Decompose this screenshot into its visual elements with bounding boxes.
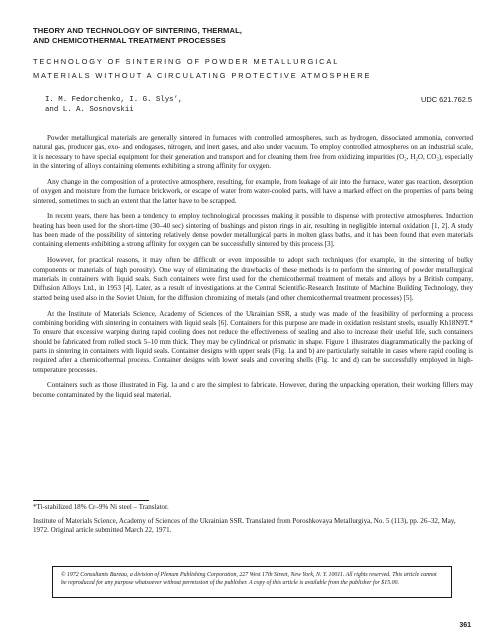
copyright-notice: © 1972 Consultants Bureau, a division of Plenum Publishing Corporation, 227 West 17th Street, New York, N. Y. 10011. All rights reserved. This article cannot be reproduced for any purpose whatsoever without permission of the publisher. A copy of this article is available from the publisher for $15.00.	[52, 566, 452, 598]
author-list	[45, 95, 345, 115]
section-heading-line-2: AND CHEMICOTHERMAL TREATMENT PROCESSES	[33, 36, 226, 45]
body-paragraph-6: Containers such as those illustrated in Fig. 1a and c are the simplest to fabricate. However, during the unpacking operation, their working fillers may become contaminated by the liquid seal material.	[33, 381, 473, 399]
article-title-line-1: TECHNOLOGY OF SINTERING OF POWDER METALLURGICAL	[33, 57, 340, 66]
footnote: *Ti-stabilized 18% Cr–9% Ni steel – Translator.	[33, 503, 169, 511]
footnote-divider	[33, 500, 149, 501]
affiliation-note: Institute of Materials Science, Academy of Sciences of the Ukrainian SSR. Translated from Poroshkovaya Metallurgiya, No. 5 (113), pp. 26–32, May, 1972. Original article submitted March 22, 1971.	[33, 517, 456, 535]
body-paragraph-4: However, for practical reasons, it may often be difficult or even impossible to adopt such techniques (for example, in the sintering of bulky components or materials of high porosity). One way of eliminating the drawbacks of these methods is to perform the sintering of powder metallurgical materials in containers with liquid seals. Such containers were first used for the chemicothermal treatment of metals and alloys by a British company, Diffusion Alloys Ltd., in 1953 [4]. Later, as a result of investigations at the Central Scientific-Research Institute of Machine Building Technology, they started being used also in the Soviet Union, for the diffusion chromizing of metals (and other chemicothermal treatment processes) [5].	[33, 256, 473, 302]
article-title	[33, 55, 473, 83]
body-paragraph-1: Powder metallurgical materials are generally sintered in furnaces with controlled atmospheres, such as hydrogen, dissociated ammonia, converted natural gas, producer gas, exo- and endogases, nitrogen, and inert gases, and also under vacuum. To employ controlled atmospheres on an industrial scale, it is necessary to have special equipment for their generation and transport and for cleaning them free from oxidizing impurities (O₂, H₂O, CO₂), especially in the sintering of alloys containing elements exhibiting a strong affinity for oxygen.	[33, 134, 473, 171]
article-body	[33, 134, 473, 407]
body-paragraph-2: Any change in the composition of a protective atmosphere, resulting, for example, from leakage of air into the furnace, water gas reaction, desorption of oxygen and moisture from the furnace brickwork, or escape of water from water-cooled parts, will have a marked effect on the properties of parts being sintered, sometimes to such an extent that the latter have to be scrapped.	[33, 177, 473, 205]
section-heading	[33, 26, 473, 46]
section-heading-line-1: THEORY AND TECHNOLOGY OF SINTERING, THERMAL,	[33, 26, 243, 35]
authors-line-2: and L. A. Sosnovskii	[45, 106, 134, 114]
authors-line-1: I. M. Fedorchenko, I. G. Slys’,	[45, 96, 183, 104]
udc-code: UDC 621.762.5	[421, 95, 472, 104]
article-title-line-2: MATERIALS WITHOUT A CIRCULATING PROTECTIVE ATMOSPHERE	[33, 71, 372, 80]
body-paragraph-5: At the Institute of Materials Science, Academy of Sciences of the Ukrainian SSR, a study was made of the feasibility of performing a process combining boriding with sintering in containers with liquid seals [6]. Containers for this purpose are made in oxidation resistant steels, usually Kh18N9T.* To ensure that excessive warping during rapid cooling does not reduce the effectiveness of sealing and also to increase their useful life, such containers should be fabricated from rolled stock 5–10 mm thick. They may be cylindrical or prismatic in shape. Figure 1 illustrates diagrammatically the packing of parts in sintering in containers with liquid seals. Container designs with upper seals (Fig. 1a and b) are particularly suitable in cases where rapid cooling is required after a chemicothermal process. Container designs with lower seals and covering shells (Fig. 1c and d) can be successfully employed in high-temperature processes.	[33, 309, 473, 374]
page-number: 361	[459, 622, 471, 629]
body-paragraph-3: In recent years, there has been a tendency to employ technological processes making it possible to dispense with protective atmospheres. Induction heating has been used for the short-time (30–40 sec) sintering of bushings and piston rings in air, resulting in negligible internal oxidation [1, 2]. A study has been made of the possibility of sintering relatively dense powder metallurgical parts in molten glass baths, and it has been found that even materials containing elements exhibiting a strong affinity for oxygen can be successfully sintered by this process [3].	[33, 212, 473, 249]
